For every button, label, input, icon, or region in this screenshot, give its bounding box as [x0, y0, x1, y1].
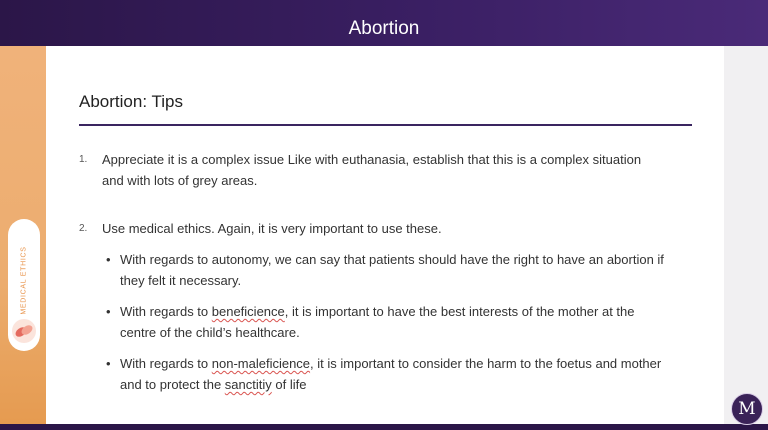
- bullet-dot: •: [106, 252, 111, 267]
- misspelled-word[interactable]: sanctitiy: [224, 377, 272, 392]
- misspelled-word[interactable]: beneficience: [211, 304, 285, 319]
- section-heading: Abortion: Tips: [79, 92, 183, 111]
- text-span: With regards to: [120, 356, 212, 371]
- item-text: Appreciate it is a complex issue Like with euthanasia, establish that this is a complex situation: [102, 152, 642, 167]
- bullet-text: they felt it necessary.: [120, 273, 242, 288]
- text-span: and to protect the: [120, 377, 225, 392]
- bullet-text: [120, 353, 661, 374]
- brand-logo: M: [731, 393, 763, 425]
- bullet-item: [120, 249, 664, 291]
- text-span: With regards to: [120, 304, 212, 319]
- sidebar: [0, 46, 46, 430]
- item-text: and with lots of grey areas.: [102, 173, 258, 188]
- bullet-text: With regards to autonomy, we can say that patients should have the right to have an abortion if: [120, 252, 664, 267]
- hands-icon: [12, 319, 36, 343]
- bullet-text: centre of the child’s healthcare.: [120, 325, 300, 340]
- item-number: 1.: [79, 154, 88, 165]
- misspelled-word[interactable]: non-maleficience: [211, 356, 311, 371]
- bullet-item: [120, 301, 635, 343]
- bullet-text: [120, 374, 661, 395]
- text-span: of life: [271, 377, 307, 392]
- heading-divider: [79, 124, 692, 126]
- section-tab[interactable]: [8, 219, 40, 351]
- right-margin: [724, 46, 768, 430]
- list-item: [102, 218, 442, 239]
- bullet-dot: •: [106, 304, 111, 319]
- page-title: Abortion: [348, 18, 420, 39]
- section-label: MEDICAL ETHICS: [20, 246, 28, 315]
- bullet-item: [120, 353, 661, 395]
- text-span: , it is important to consider the harm to the foetus and mother: [310, 356, 662, 371]
- item-text: Use medical ethics. Again, it is very important to use these.: [102, 221, 442, 236]
- list-item: [102, 149, 641, 191]
- content-panel: [46, 46, 724, 426]
- footer-bar: [0, 424, 768, 430]
- bullet-text: [120, 301, 635, 322]
- item-number: 2.: [79, 223, 88, 234]
- text-span: , it is important to have the best interests of the mother at the: [284, 304, 635, 319]
- bullet-dot: •: [106, 356, 111, 371]
